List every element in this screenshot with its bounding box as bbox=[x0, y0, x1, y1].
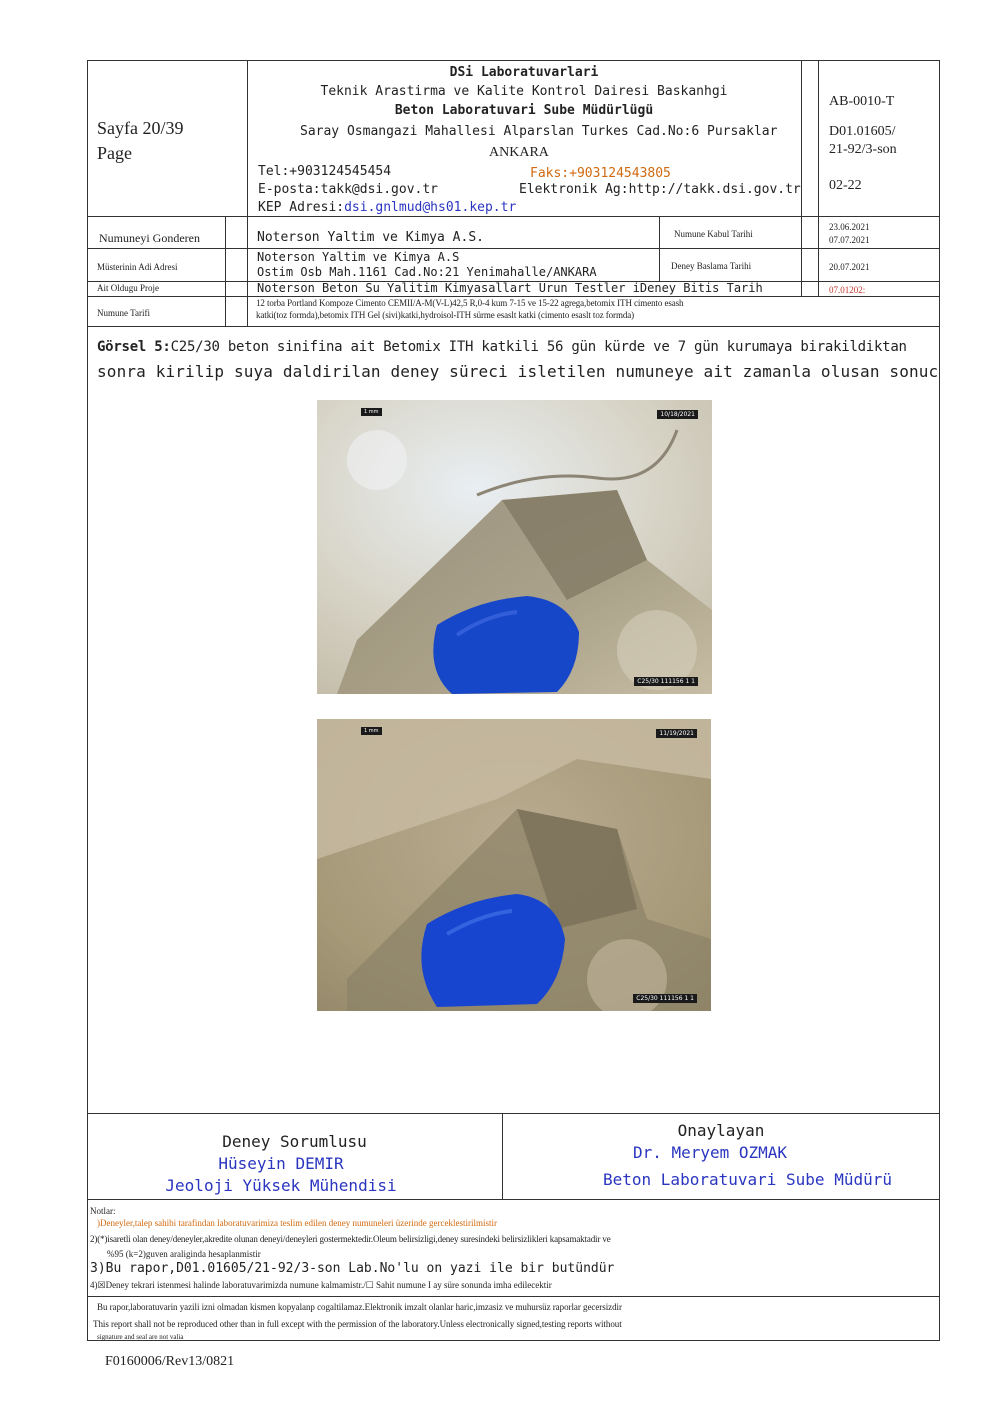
microscope-photo-2 bbox=[317, 719, 711, 1011]
approver-role: Beton Laboratuvari Sube Müdürü bbox=[603, 1170, 892, 1189]
customer-address: Ostim Osb Mah.1161 Cad.No:21 Yenimahalle/ANKARA bbox=[257, 265, 597, 279]
info-col-line bbox=[659, 216, 660, 281]
photo-sample-label: C25/30 111156 1 1 bbox=[634, 677, 698, 686]
start-date-label: Deney Baslama Tarihi bbox=[671, 261, 752, 271]
start-date: 20.07.2021 bbox=[829, 262, 870, 272]
footer-en-1: This report shall not be reproduced other than in full except with the permission of the laboratory.Unless electronically signed,testing reports without bbox=[93, 1319, 622, 1329]
info-col-line bbox=[225, 216, 226, 326]
figure-caption-line1 bbox=[97, 339, 907, 355]
info-col-line bbox=[801, 216, 802, 296]
email: E-posta:takk@dsi.gov.tr bbox=[258, 182, 439, 197]
photo-sample-label: C25/30 111156 1 1 bbox=[633, 994, 697, 1003]
info-col-line bbox=[247, 216, 248, 326]
figure-caption-label: Görsel 5: bbox=[97, 339, 171, 355]
microscope-photo-1 bbox=[317, 400, 712, 694]
customer-label: Müsterinin Adi Adresi bbox=[97, 262, 178, 272]
test-responsible-title: Deney Sorumlusu bbox=[222, 1132, 367, 1151]
info-col-line bbox=[818, 216, 819, 296]
fax: Faks:+903124543805 bbox=[530, 166, 671, 181]
acceptance-date-label: Numune Kabul Tarihi bbox=[674, 229, 753, 239]
end-date: 07.01202: bbox=[829, 285, 866, 295]
signature-bottom-line bbox=[87, 1199, 940, 1200]
info-row-line bbox=[87, 326, 940, 327]
acceptance-date-1: 23.06.2021 bbox=[829, 222, 870, 232]
test-responsible-role: Jeoloji Yüksek Mühendisi bbox=[165, 1176, 397, 1195]
notes-title: Notlar: bbox=[90, 1206, 116, 1216]
microscope-photo-2-image bbox=[317, 719, 711, 1011]
sample-desc-label: Numune Tarifi bbox=[97, 308, 150, 318]
acceptance-date-2: 07.07.2021 bbox=[829, 235, 870, 245]
org-address: Saray Osmangazi Mahallesi Alparslan Turkes Cad.No:6 Pursaklar bbox=[300, 124, 778, 139]
figure-caption-line2: sonra kirilip suya daldirilan deney süreci isletilen numuneye ait zamanla olusan sonuc bbox=[97, 362, 939, 381]
info-row-line bbox=[87, 248, 940, 249]
note-2-line2: %95 (k=2)guven araliginda hesaplanmistir bbox=[107, 1249, 261, 1259]
header-bottom-line bbox=[87, 216, 940, 217]
project-label: Ait Oldugu Proje bbox=[97, 283, 159, 293]
footer-tr: Bu rapor,laboratuvarin yazili izni olmadan kismen kopyalanp cogaltilamaz.Elektronik imzalt olanlar haric,imzasiz ve muhursüz raporlar gecersizdir bbox=[97, 1302, 622, 1312]
note-3: 3)Bu rapor,D01.01605/21-92/3-son Lab.No'lu on yazi ile bir butündür bbox=[90, 1261, 615, 1276]
note-4: 4)☒Deney tekrari istenmesi halinde laboratuvarimizda numune kalmamistr./☐ Sahit numune I ay süre sonunda imha edilecektir bbox=[90, 1280, 552, 1290]
header-divider bbox=[818, 60, 819, 216]
customer-name: Noterson Yaltim ve Kimya A.S bbox=[257, 250, 460, 264]
info-row-line bbox=[87, 296, 940, 297]
scale-bar-label: 1 mm bbox=[361, 408, 382, 416]
revision-code: 02-22 bbox=[829, 178, 862, 193]
test-responsible-name: Hüseyin DEMIR bbox=[218, 1154, 344, 1173]
org-branch: Beton Laboratuvari Sube Müdürlügü bbox=[394, 103, 654, 118]
sender-value: Noterson Yaltim ve Kimya A.S. bbox=[257, 230, 484, 245]
tel: Tel:+903124545454 bbox=[258, 164, 392, 179]
figure-caption-text: C25/30 beton sinifina ait Betomix ITH katkili 56 gün kürde ve 7 gün kurumaya birakildiktan bbox=[170, 339, 907, 355]
kep-value[interactable]: dsi.gnlmud@hs01.kep.tr bbox=[344, 200, 517, 215]
org-department: Teknik Arastirma ve Kalite Kontrol Dairesi Baskanhgi bbox=[320, 84, 728, 99]
note-1 bbox=[97, 1218, 497, 1228]
note-2-line1: 2)(*)isaretli olan deney/deneyler,akredite olunan deneyi/deneyleri gostermektedir.Oleum belirsizligi,deney suresindeki belirsizlikleri kapsamaktadir ve bbox=[90, 1234, 611, 1244]
doc-code: AB-0010-T bbox=[829, 94, 895, 109]
scale-bar-label: 1 mm bbox=[361, 727, 382, 735]
approver-title: Onaylayan bbox=[677, 1121, 765, 1140]
footer-en-2: signature and seal are not valia bbox=[97, 1333, 184, 1341]
page-label-en: Page bbox=[97, 143, 132, 163]
project-value: Noterson Beton Su Yalitim Kimyasallart Urun Testler iDeney Bitis Tarih bbox=[257, 281, 763, 295]
report-number-1: D01.01605/ bbox=[829, 124, 896, 139]
microscope-photo-1-image bbox=[317, 400, 712, 694]
approver-name: Dr. Meryem OZMAK bbox=[632, 1143, 788, 1162]
page-number: Sayfa 20/39 bbox=[97, 118, 184, 138]
sample-desc-line2: katki(toz formda),betomix ITH Gel (sivi)katki,hydroisol-ITH sürme esaslt katki (cimento esaslt toz formda) bbox=[256, 310, 635, 320]
sender-label: Numuneyi Gonderen bbox=[99, 231, 200, 245]
photo-date: 10/18/2021 bbox=[657, 410, 698, 419]
photo-date: 11/19/2021 bbox=[656, 729, 697, 738]
web-address: Elektronik Ag:http://takk.dsi.gov.tr bbox=[519, 182, 801, 197]
form-code: F0160006/Rev13/0821 bbox=[105, 1354, 235, 1369]
header-divider bbox=[801, 60, 802, 216]
org-city: ANKARA bbox=[489, 145, 549, 160]
kep-label: KEP Adresi: bbox=[258, 200, 345, 215]
kep-address bbox=[258, 200, 516, 215]
sample-desc-line1: 12 torba Portland Kompoze Cimento CEMII/A-M(V-L)42,5 R,0-4 kum 7-15 ve 15-22 agrega,betomix ITH cimento esash bbox=[256, 298, 684, 308]
org-title: DSi Laboratuvarlari bbox=[449, 65, 599, 80]
note-1-text: )Deneyler,talep sahibi tarafindan laboratuvarimiza teslim edilen deney numuneleri üzerinde gerceklestirilmistir bbox=[97, 1218, 497, 1228]
report-number-2: 21-92/3-son bbox=[829, 142, 897, 157]
footer-top-line bbox=[87, 1296, 940, 1297]
signature-top-line bbox=[87, 1113, 940, 1114]
